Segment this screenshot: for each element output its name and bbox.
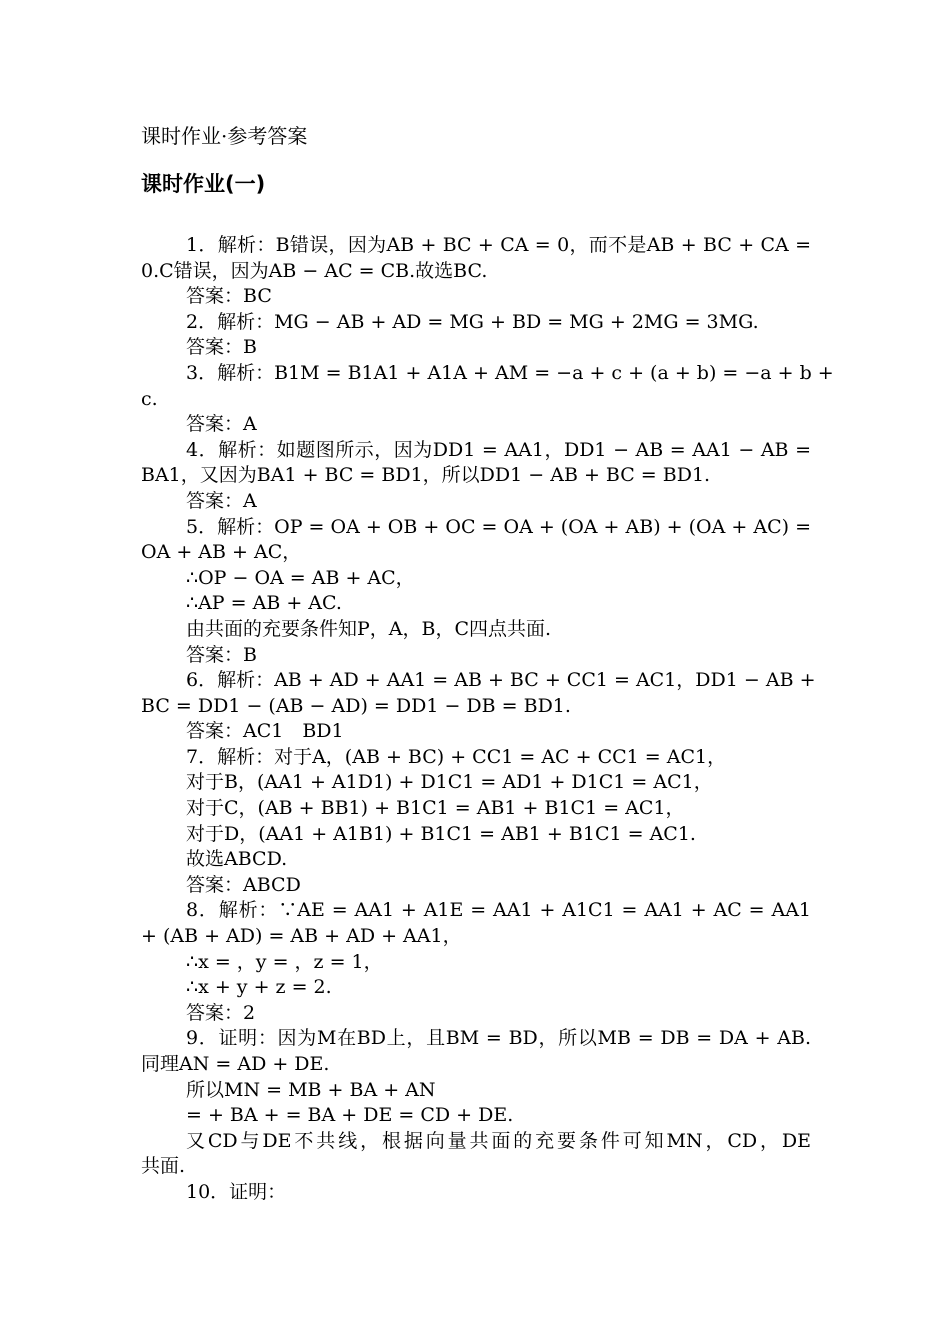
answer-line: ∴OP − OA = AB + AC， <box>186 566 415 589</box>
answer-line: 答案：A <box>186 413 257 436</box>
answer-line: 6．解析：AB + AD + AA1 = AB + BC + CC1 = AC1，DD1 − AB + <box>186 669 816 692</box>
answer-line: BC = DD1 − (AB − AD) = DD1 − DB = BD1. <box>141 694 571 717</box>
answer-line: 答案：AC1 BD1 <box>186 720 344 743</box>
section-title: 课时作业(一) <box>141 172 266 196</box>
answer-line: 答案：B <box>186 336 257 359</box>
answer-line: BA1，又因为BA1 + BC = BD1，所以DD1 − AB + BC = BD1. <box>141 464 711 487</box>
answer-line: ∴AP = AB + AC. <box>186 592 342 615</box>
answer-line: 答案：BC <box>186 285 272 308</box>
answer-line: 8．解析：∵AE = AA1 + A1E = AA1 + A1C1 = AA1 + AC = AA1 <box>186 899 811 922</box>
answer-line: 共面. <box>141 1155 186 1178</box>
answer-line: 10．证明： <box>186 1180 287 1203</box>
answer-line: 答案：ABCD <box>186 873 301 896</box>
answer-line: 对于B，(AA1 + A1D1) + D1C1 = AD1 + D1C1 = AC1， <box>186 771 713 794</box>
answer-line: 由共面的充要条件知P，A，B，C四点共面. <box>186 617 552 640</box>
answer-line: 0.C错误，因为AB − AC = CB.故选BC. <box>141 259 488 282</box>
answer-line: 4．解析：如题图所示，因为DD1 = AA1，DD1 − AB = AA1 − AB = <box>186 438 811 461</box>
answer-line: 故选ABCD. <box>186 848 288 871</box>
answer-line: 5．解析：OP = OA + OB + OC = OA + (OA + AB) + (OA + AC) = <box>186 515 811 538</box>
answer-line: 对于C，(AB + BB1) + B1C1 = AB1 + B1C1 = AC1， <box>186 797 685 820</box>
answer-line: c. <box>141 387 158 410</box>
answer-line: 对于D，(AA1 + A1B1) + B1C1 = AB1 + B1C1 = AC1. <box>186 822 696 845</box>
answer-line: 答案：2 <box>186 1001 256 1024</box>
answer-content <box>141 233 834 1206</box>
answer-line: 同理AN = AD + DE. <box>141 1053 330 1075</box>
answer-line: OA + AB + AC， <box>141 541 302 564</box>
answer-key-header: 课时作业·参考答案 <box>141 124 308 148</box>
answer-line: ∴x + y + z = 2. <box>186 976 332 999</box>
answer-line: = + BA + = BA + DE = CD + DE. <box>186 1104 514 1127</box>
answer-line: 1．解析：B错误，因为AB + BC + CA = 0，而不是AB + BC + CA = <box>186 234 811 256</box>
answer-line: 答案：A <box>186 489 257 512</box>
answer-line: 答案：B <box>186 643 257 666</box>
answer-line: 又CD与DE不共线，根据向量共面的充要条件可知MN，CD，DE <box>186 1129 811 1152</box>
answer-line: 9．证明：因为M在BD上，且BM = BD，所以MB = DB = DA + AB. <box>186 1027 811 1050</box>
answer-line: 所以MN = MB + BA + AN <box>186 1078 436 1101</box>
answer-line: 3．解析：B1M = B1A1 + A1A + AM = −a + c + (a + b) = −a + b + <box>186 361 834 384</box>
answer-line: 7．解析：对于A，(AB + BC) + CC1 = AC + CC1 = AC1， <box>186 745 727 768</box>
answer-line: 2．解析：MG − AB + AD = MG + BD = MG + 2MG = 3MG. <box>186 310 759 333</box>
answer-line: + (AB + AD) = AB + AD + AA1， <box>141 925 462 948</box>
answer-line: ∴x = ，y = ，z = 1， <box>186 950 383 973</box>
